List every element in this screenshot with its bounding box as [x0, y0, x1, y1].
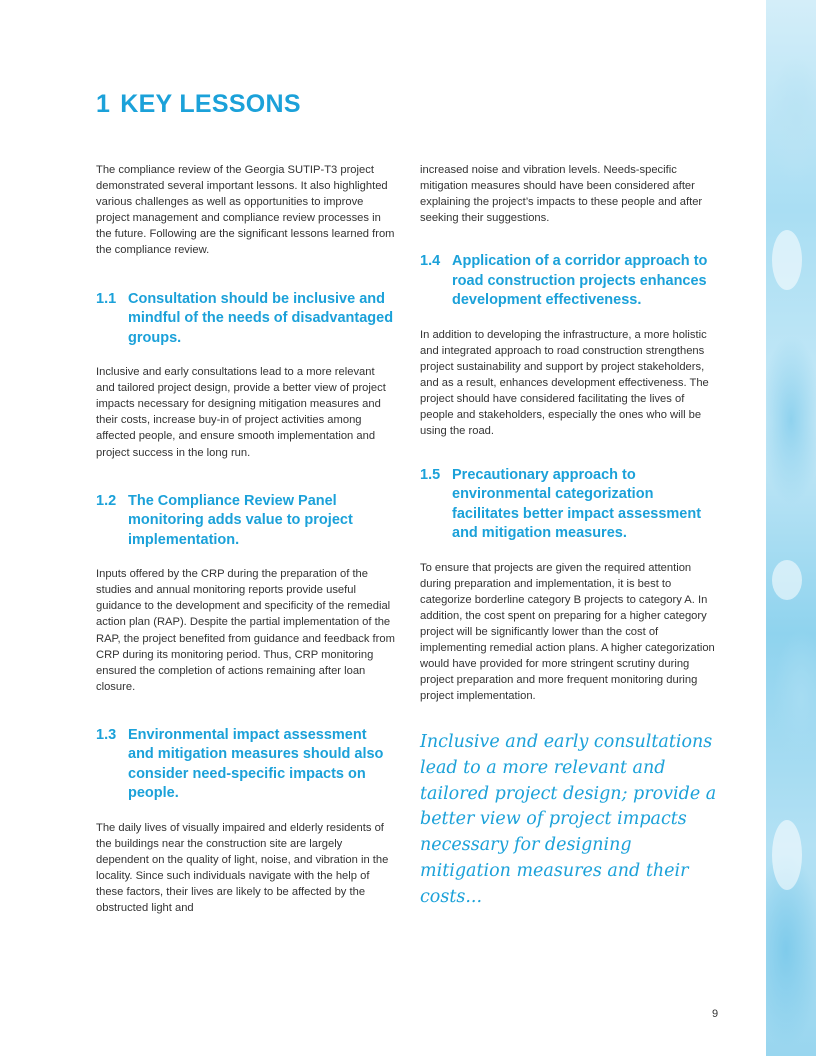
section-number: 1.3 [96, 726, 117, 743]
section-heading-1-5 [420, 466, 720, 544]
page-number: 9 [712, 1008, 719, 1020]
section-body-1-3-continued: increased noise and vibration levels. Needs-specific mitigation measures should have been considered after explaining the project’s impacts to these people and after seeking their suggestions. [420, 164, 703, 225]
section-body-1-1: Inclusive and early consultations lead to a more relevant and tailored project design, provide a better view of project impacts necessary for designing mitigation measures and their costs, increase buy-in of project activities among affected people, and ensure smooth implementation and project success in the long run. [96, 366, 386, 459]
section-heading-1-3 [96, 726, 396, 804]
section-title: The Compliance Review Panel monitoring adds value to project implementation. [128, 492, 353, 548]
section-title: Precautionary approach to environmental categorization facilitates better impact assessment and mitigation measures. [452, 466, 702, 542]
section-number: 1.5 [420, 466, 441, 483]
pull-quote: Inclusive and early consultations lead to a more relevant and tailored project design; provide a better view of project impacts necessary for designing mitigation measures and their costs... [420, 732, 717, 907]
section-number: 1.4 [420, 253, 441, 270]
left-column [96, 162, 396, 916]
section-body-1-5: To ensure that projects are given the required attention during preparation and implementation, it is best to categorize borderline category B projects to category A. In addition, the cost spent on preparing for a higher category project will be significantly lower than the cost of implementing remedial action plans. A higher categorization would have provided for more stringent scrutiny during project preparation and more frequent monitoring during project implementation. [420, 561, 715, 703]
watercolor-border-decoration [766, 0, 816, 1056]
intro-paragraph: The compliance review of the Georgia SUTIP-T3 project demonstrated several important lessons. It also highlighted various challenges as well as opportunities to improve project management and compliance review processes in the future. Following are the significant lessons learned from the compliance review. [96, 164, 395, 257]
chapter-number: 1 [96, 90, 111, 118]
section-title: Application of a corridor approach to road construction projects enhances development effectiveness. [452, 253, 708, 309]
section-number: 1.2 [96, 492, 117, 509]
section-title: Environmental impact assessment and mitigation measures should also consider need-specific impacts on people. [128, 726, 384, 802]
section-heading-1-2 [96, 492, 396, 551]
section-heading-1-1 [96, 290, 396, 349]
section-body-1-4: In addition to developing the infrastructure, a more holistic and integrated approach to road construction strengthens project sustainability and support by project stakeholders, and as a result, enhances development effectiveness. The project should have considered facilitating the lives of people and stakeholders, especially the ones who will be using the road. [420, 328, 709, 438]
section-number: 1.1 [96, 290, 117, 307]
section-body-1-3: The daily lives of visually impaired and elderly residents of the buildings near the construction site are largely dependent on the quality of light, noise, and vibration in the locality. Since such individuals navigate with the help of these factors, their lives are likely to be affected by the obstructed light and [96, 821, 389, 915]
section-title: Consultation should be inclusive and mindful of the needs of disadvantaged groups. [128, 290, 394, 346]
section-body-1-2: Inputs offered by the CRP during the preparation of the studies and annual monitoring reports provide useful guidance to the development and specificity of the remedial action plan (RAP). Despite the partial implementation of the RAP, the project benefited from guidance and feedback from CRP during its monitoring period. Thus, CRP monitoring ensured the completion of actions remaining after loan closure. [96, 568, 395, 693]
chapter-title: KEY LESSONS [120, 90, 301, 118]
page-title [96, 90, 301, 119]
right-column [420, 162, 720, 910]
section-heading-1-4 [420, 252, 720, 311]
